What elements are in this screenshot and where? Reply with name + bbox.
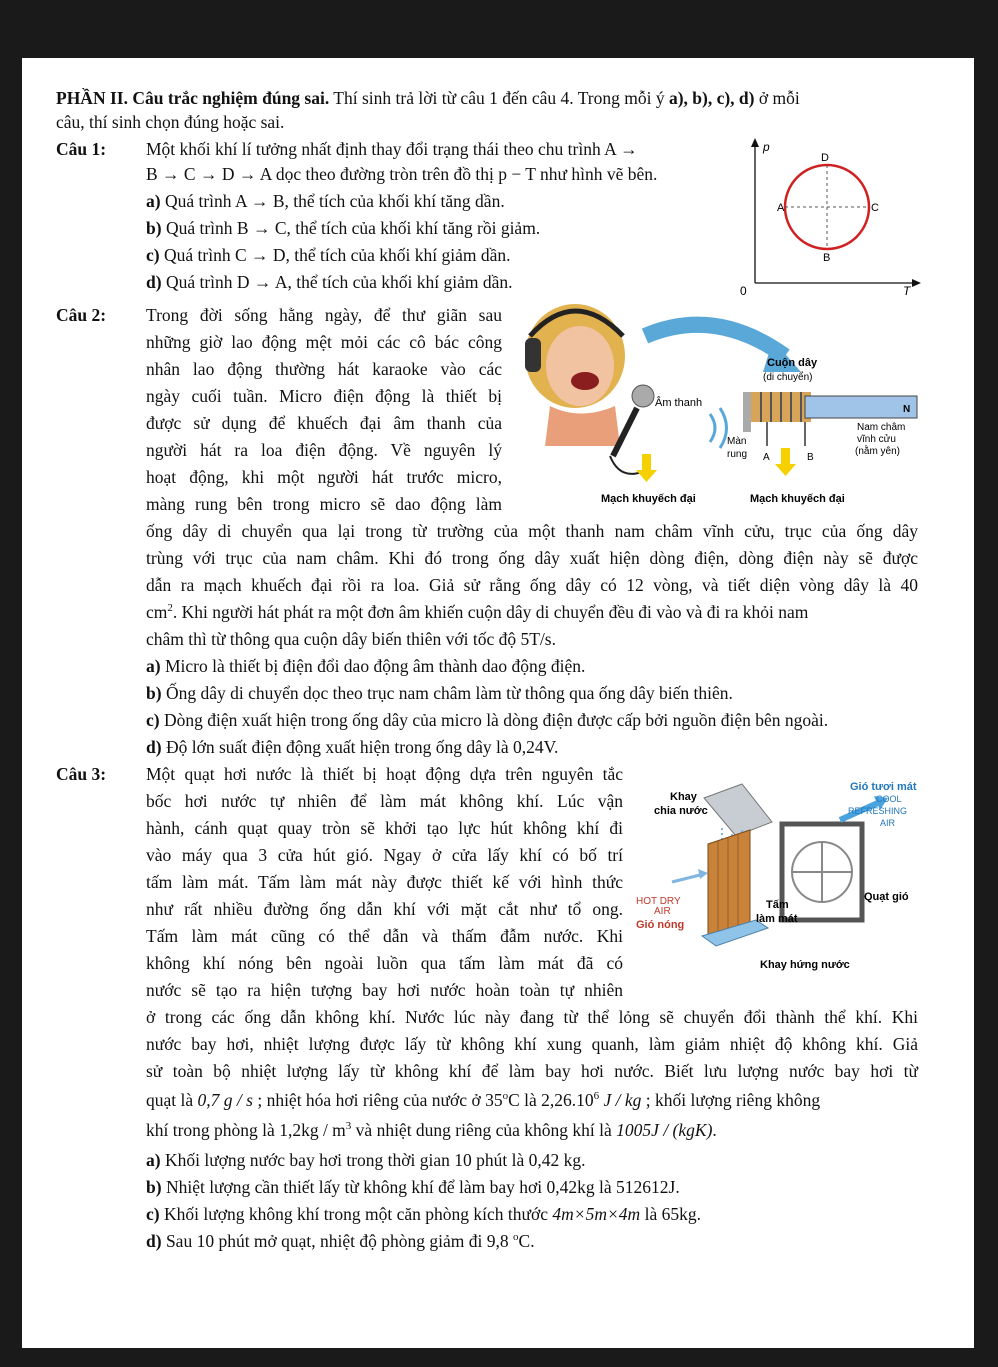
question-2-text-line: hoạt động, khi một người hát trước micro,	[146, 467, 502, 487]
question-3-label: Câu 3:	[56, 764, 107, 784]
p-axis-label: p	[763, 140, 770, 154]
tray-bottom-label: Khay hứng nước	[760, 959, 850, 971]
pad-label: Tấm	[766, 899, 789, 911]
magnet-label-3: (nằm yên)	[855, 446, 901, 457]
sound-label: Âm thanh	[655, 397, 703, 409]
option-text: Ống dây di chuyển dọc theo trục nam châm làm từ thông qua ống dây biến thiên.	[161, 683, 733, 703]
question-2-text-line: Trong đời sống hằng ngày, để thư giãn sau	[146, 305, 502, 325]
question-2-text-line: được sử dụng để khuếch đại âm thanh của	[146, 413, 502, 433]
flow-arrow	[645, 325, 785, 356]
option-mark: a)	[146, 1150, 161, 1170]
question-3-text-line: Tấm làm mát cũng có thể dẫn và thấm đẫm nước. Khi	[146, 926, 623, 946]
option-mark: c)	[146, 245, 160, 265]
section-intro-marks: a), b), c), d)	[668, 88, 755, 108]
point-a-label: A	[777, 202, 785, 214]
question-3-text-line: Một quạt hơi nước là thiết bị hoạt động dựa trên nguyên tắc	[146, 764, 623, 784]
point-c-label: C	[871, 202, 879, 214]
question-3-text-line: hành, cánh quạt quay tròn sẽ khởi tạo lực hút không khí đi	[146, 818, 623, 838]
question-2-text-line: trùng với trục của nam châm. Khi đó trong ống dây xuất hiện dòng điện, dòng điện này sẽ được	[146, 548, 918, 568]
question-1-line2: B → C → D → A dọc theo đường tròn trên đồ thị p − T như hình vẽ bên.	[146, 164, 658, 184]
unit-cm: cm	[146, 602, 168, 622]
question-3-text-line: không khí nóng bên ngoài luồn qua tấm làm mát đã có	[146, 953, 623, 973]
option-mark: c)	[146, 1204, 160, 1224]
membrane	[743, 392, 751, 432]
point-b-label: B	[823, 252, 831, 264]
section-intro-text: Thí sinh trả lời từ câu 1 đến câu 4. Trong mỗi ý	[329, 88, 669, 108]
question-2-text-line: nhân lao động thường hát karaoke vào các	[146, 359, 502, 379]
t-axis-arrow	[912, 279, 921, 287]
question-1-label: Câu 1:	[56, 139, 107, 159]
magnet-label-2: vĩnh cửu	[857, 434, 896, 445]
question-3-text-line: sử toàn bộ nhiệt lượng lấy từ không khí để làm bay hơi nước. Biết lưu lượng nước bay hơi từ	[146, 1061, 918, 1081]
question-3-option-b[interactable]	[146, 1175, 680, 1199]
cool-air-label-3: REFRESHING	[848, 806, 908, 816]
question-3-option-d[interactable]: d) Sau 10 phút mở quạt, nhiệt độ phòng giảm đi 9,8 $^o$C.	[146, 1231, 535, 1251]
sound-wave	[720, 408, 727, 448]
cooling-pad	[708, 830, 750, 938]
option-mark: a)	[146, 656, 161, 676]
pt-cycle-graph	[735, 135, 925, 295]
question-2-text-line: châm thì từ thông qua cuộn dây biến thiên với tốc độ 5T/s.	[146, 629, 556, 649]
question-3-text-line: vào máy qua 3 cửa hút gió. Ngay ở cửa lấy khí có bố trí	[146, 845, 623, 865]
singer-face	[546, 326, 614, 406]
arrow-shaft	[642, 454, 651, 470]
unit-exponent: 2	[167, 602, 173, 615]
microphone-diagram	[505, 296, 925, 514]
text: . Khi người hát phát ra một đơn âm khiến cuộn dây di chuyển đều đi vào và đi ra khỏi nam	[172, 602, 809, 622]
section-intro-end: ở mỗi	[754, 88, 800, 108]
question-2-option-a[interactable]	[146, 654, 585, 678]
coil-label: Cuộn dây	[767, 357, 818, 369]
latent-heat: 2,26.10	[541, 1090, 594, 1110]
amp-label-left: Mạch khuyếch đại	[601, 493, 696, 505]
option-mark: d)	[146, 737, 162, 757]
singer-mouth	[571, 372, 599, 390]
arrow-head	[775, 464, 796, 476]
magnet-label: Nam châm	[857, 422, 906, 433]
question-2-label: Câu 2:	[56, 305, 107, 325]
membrane-label: Màn	[727, 436, 747, 447]
coil-label-2: (di chuyển)	[763, 372, 813, 383]
membrane-label-2: rung	[727, 449, 748, 460]
question-2-option-c[interactable]	[146, 708, 828, 732]
option-text: Khối lượng nước bay hơi trong thời gian 10 phút là 0,42 kg.	[160, 1150, 586, 1170]
option-text: Nhiệt lượng cần thiết lấy từ không khí để làm bay hơi 0,42kg là 512612J.	[161, 1177, 680, 1197]
question-3-text-line-rates: quạt là 0,7 g / s ; nhiệt hóa hơi riêng của nước ở 35$^o$C là 2,26.10$^6$ J / kg ; khối lượng riêng không	[146, 1090, 821, 1110]
question-3-text-line: nước sẽ tạo ra hiện tượng bay hơi nước hoàn toàn tự nhiên	[146, 980, 623, 1000]
air-specific-heat: 1005J / (kgK)	[616, 1120, 713, 1140]
question-3-text-line: tấm làm mát. Tấm làm mát này được thiết kế với hình thức	[146, 872, 623, 892]
question-3-option-c[interactable]: c) Khối lượng không khí trong một căn phòng kích thước 4m×5m×4m là 65kg.	[146, 1204, 701, 1224]
hot-air-label: HOT DRY	[636, 896, 681, 907]
question-1-option-c[interactable]	[146, 243, 511, 267]
section-intro	[56, 86, 800, 110]
evaporative-cooler-diagram	[632, 778, 924, 978]
question-3-text-line-air: khí trong phòng là $1,2kg / m^3$ và nhiệt dung riêng của không khí là 1005J / (kgK).	[146, 1120, 717, 1140]
question-2-option-d[interactable]	[146, 735, 558, 759]
tray-top-label: Khay	[670, 791, 697, 803]
section-title: PHẦN II. Câu trắc nghiệm đúng sai.	[56, 88, 330, 108]
option-text: Quá trình B → C, thể tích của khối khí tăng rồi giảm.	[161, 218, 541, 238]
option-text: Quá trình D → A, thể tích của khối khí giảm dần.	[161, 272, 513, 292]
question-2-text-line: ống dây di chuyển qua lại trong từ trường của một thanh nam châm vĩnh cửu, trục của ống dây	[146, 521, 918, 541]
air-density: 1,2kg / m	[279, 1120, 346, 1140]
option-mark: d)	[146, 272, 162, 292]
flow-rate: 0,7 g / s	[197, 1090, 253, 1110]
cool-air-label: Gió tươi mát	[850, 781, 917, 793]
p-axis-arrow	[751, 138, 759, 147]
distribution-tray	[704, 784, 772, 836]
question-2-text-line: dẫn ra mạch khuếch đại rồi ra loa. Giả sử rằng ống dây có 12 vòng, và tiết diện vòng dây là 40	[146, 575, 918, 595]
option-mark: a)	[146, 191, 161, 211]
point-d-label: D	[821, 152, 829, 164]
section-intro-line2: câu, thí sinh chọn đúng hoặc sai.	[56, 112, 285, 132]
option-text: Độ lớn suất điện động xuất hiện trong ống dây là 0,24V.	[161, 737, 559, 757]
terminal-a: A	[763, 452, 770, 463]
option-text: Dòng điện xuất hiện trong ống dây của micro là dòng điện được cấp bởi nguồn điện bên ngoài.	[159, 710, 829, 730]
terminal-b: B	[807, 452, 814, 463]
question-1-option-d[interactable]	[146, 270, 512, 294]
question-3-text-line: nước bay hơi, nhiệt lượng được lấy từ không khí xung quanh, làm giảm nhiệt độ không khí. Giả	[146, 1034, 918, 1054]
room-dimensions: 4m×5m×4m	[552, 1204, 641, 1224]
magnet	[805, 396, 917, 418]
mic-head	[632, 385, 654, 407]
cool-air-label-2: COOL	[876, 794, 902, 804]
amp-label-right: Mạch khuyếch đại	[750, 493, 845, 505]
question-2-text-line: ngày cuối tuần. Micro điện động là thiết bị	[146, 386, 502, 406]
question-2-option-b[interactable]	[146, 681, 733, 705]
singer-shoulders	[545, 406, 620, 446]
question-2-text-line: người hát ra loa điện động. Về nguyên lý	[146, 440, 502, 460]
hot-air-label-2: AIR	[654, 906, 671, 917]
question-3-text-line: bốc hơi nước tự nhiên để làm mát không khí. Lúc vận	[146, 791, 623, 811]
question-1-line1: Một khối khí lí tưởng nhất định thay đổi trạng thái theo chu trình A →	[146, 139, 638, 159]
question-3-text-line: như rất nhiều đường ống dẫn khí với mặt cắt như tổ ong.	[146, 899, 623, 919]
option-mark: b)	[146, 1177, 162, 1197]
option-mark: c)	[146, 710, 160, 730]
arrow-head	[636, 470, 657, 482]
hot-air-label-3: Gió nóng	[636, 919, 685, 931]
question-3-text-line: ở trong các ống dẫn không khí. Nước lúc này đang từ thể lỏng sẽ chuyển đổi thành thể khí. Khi	[146, 1007, 918, 1027]
option-mark: d)	[146, 1231, 162, 1251]
magnet-pole-label: N	[903, 404, 911, 415]
cool-air-label-4: AIR	[880, 818, 896, 828]
option-mark: b)	[146, 218, 162, 238]
option-text: Quá trình A → B, thể tích của khối khí tăng dần.	[160, 191, 505, 211]
tray-top-label-2: chia nước	[654, 805, 708, 817]
sound-wave	[710, 414, 715, 442]
origin-label: 0	[740, 284, 747, 295]
question-2-text-line-cm	[146, 600, 808, 624]
arrow-shaft	[781, 448, 790, 464]
pad-label-2: làm mát	[756, 913, 798, 925]
option-text: Quá trình C → D, thể tích của khối khí giảm dần.	[159, 245, 511, 265]
question-3-option-a[interactable]	[146, 1148, 585, 1172]
option-mark: b)	[146, 683, 162, 703]
question-2-text-line: màng rung bên trong micro sẽ dao động làm	[146, 494, 502, 514]
t-axis-label: T	[903, 284, 911, 295]
question-1-option-a[interactable]	[146, 189, 505, 213]
question-2-text-line: những giờ lao động mệt mỏi các cô bác công	[146, 332, 502, 352]
fan-label: Quạt gió	[864, 891, 909, 903]
headphone-left	[525, 338, 541, 372]
question-1-option-b[interactable]	[146, 216, 540, 240]
option-text: Micro là thiết bị điện đổi dao động âm thành dao động điện.	[160, 656, 586, 676]
